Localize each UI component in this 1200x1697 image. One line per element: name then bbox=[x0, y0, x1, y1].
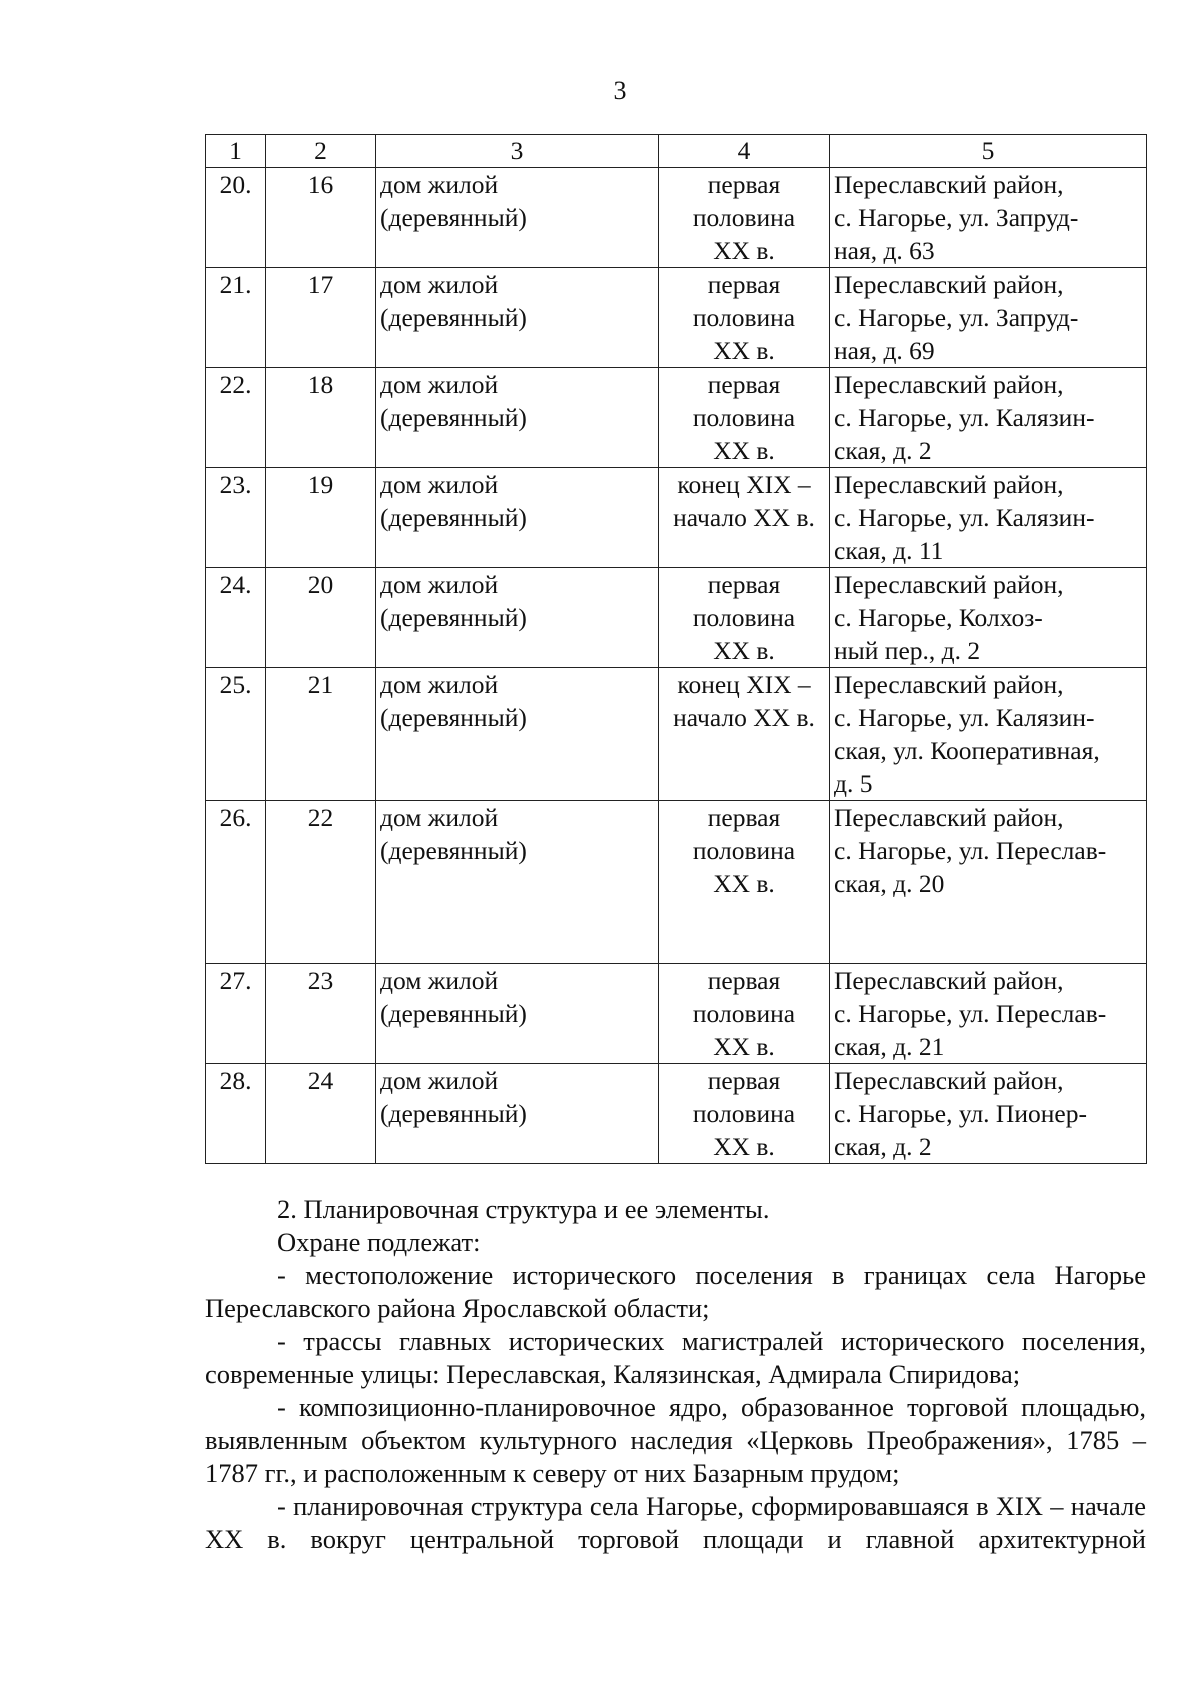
dating-line: первая bbox=[707, 370, 781, 399]
object-name-line: (деревянный) bbox=[380, 603, 527, 632]
address-line: ская, д. 11 bbox=[834, 536, 944, 565]
dating-line: XX в. bbox=[713, 1132, 775, 1161]
address-line: Переславский район, bbox=[834, 270, 1064, 299]
object-name-cell bbox=[376, 964, 659, 1064]
address-line: Переславский район, bbox=[834, 370, 1064, 399]
table-row bbox=[206, 801, 1147, 964]
address-line: ская, ул. Кооперативная, bbox=[834, 736, 1100, 765]
object-name-line: дом жилой bbox=[380, 470, 499, 499]
column-header: 5 bbox=[830, 135, 1147, 168]
object-name-line: дом жилой bbox=[380, 570, 499, 599]
protected-item-routes: - трассы главных исторических магистралей исторического поселения, современные улицы: Переславская, Калязинская, Адмирала Спиридова; bbox=[205, 1326, 1146, 1389]
registry-number-cell: 22 bbox=[266, 801, 376, 964]
dating-line: XX в. bbox=[713, 436, 775, 465]
object-name-cell bbox=[376, 268, 659, 368]
table-row bbox=[206, 568, 1147, 668]
object-name-cell bbox=[376, 568, 659, 668]
dating-cell bbox=[659, 168, 830, 268]
address-line: д. 5 bbox=[834, 769, 873, 798]
object-name-line: (деревянный) bbox=[380, 303, 527, 332]
table-row bbox=[206, 468, 1147, 568]
column-header: 3 bbox=[376, 135, 659, 168]
dating-line: первая bbox=[707, 270, 781, 299]
dating-line: начало XX в. bbox=[673, 703, 815, 732]
dating-line: XX в. bbox=[713, 636, 775, 665]
object-name-line: (деревянный) bbox=[380, 1099, 527, 1128]
address-line: с. Нагорье, ул. Запруд- bbox=[834, 203, 1079, 232]
table-row bbox=[206, 268, 1147, 368]
object-name-line: (деревянный) bbox=[380, 203, 527, 232]
address-line: ская, д. 21 bbox=[834, 1032, 945, 1061]
object-name-line: дом жилой bbox=[380, 370, 499, 399]
registry-number-cell: 21 bbox=[266, 668, 376, 801]
row-number-cell: 28. bbox=[206, 1064, 266, 1164]
page-number: 3 bbox=[613, 76, 627, 105]
dating-line: конец XIX – bbox=[677, 470, 811, 499]
address-line: Переславский район, bbox=[834, 1066, 1064, 1095]
column-header: 1 bbox=[206, 135, 266, 168]
registry-number-cell: 19 bbox=[266, 468, 376, 568]
registry-number-cell: 16 bbox=[266, 168, 376, 268]
address-line: с. Нагорье, ул. Калязин- bbox=[834, 503, 1095, 532]
address-line: с. Нагорье, ул. Запруд- bbox=[834, 303, 1079, 332]
address-cell bbox=[830, 368, 1147, 468]
registry-number-cell: 17 bbox=[266, 268, 376, 368]
table-header-row bbox=[206, 135, 1147, 168]
registry-number-cell: 20 bbox=[266, 568, 376, 668]
address-cell bbox=[830, 468, 1147, 568]
table-row bbox=[206, 1064, 1147, 1164]
table-row bbox=[206, 368, 1147, 468]
dating-line: начало XX в. bbox=[673, 503, 815, 532]
registry-number-cell: 23 bbox=[266, 964, 376, 1064]
address-line: с. Нагорье, ул. Пионер- bbox=[834, 1099, 1087, 1128]
dating-cell bbox=[659, 964, 830, 1064]
object-name-cell bbox=[376, 168, 659, 268]
dating-line: XX в. bbox=[713, 336, 775, 365]
address-line: Переславский район, bbox=[834, 470, 1064, 499]
object-name-line: дом жилой bbox=[380, 270, 499, 299]
table-row bbox=[206, 168, 1147, 268]
address-line: ская, д. 2 bbox=[834, 1132, 932, 1161]
dating-line: половина bbox=[692, 836, 796, 865]
dating-cell bbox=[659, 268, 830, 368]
dating-line: половина bbox=[692, 1099, 796, 1128]
object-name-line: (деревянный) bbox=[380, 999, 527, 1028]
address-line: Переславский район, bbox=[834, 803, 1064, 832]
row-number-cell: 25. bbox=[206, 668, 266, 801]
row-number-cell: 24. bbox=[206, 568, 266, 668]
object-name-cell bbox=[376, 668, 659, 801]
dating-line: конец XIX – bbox=[677, 670, 811, 699]
document-body-text bbox=[205, 1193, 1146, 1556]
address-line: ная, д. 69 bbox=[834, 336, 935, 365]
section-heading: 2. Планировочная структура и ее элементы. bbox=[277, 1194, 770, 1224]
protection-intro: Охране подлежат: bbox=[277, 1227, 481, 1257]
address-cell bbox=[830, 568, 1147, 668]
dating-line: XX в. bbox=[713, 236, 775, 265]
row-number-cell: 26. bbox=[206, 801, 266, 964]
dating-cell bbox=[659, 1064, 830, 1164]
column-header: 2 bbox=[266, 135, 376, 168]
dating-cell bbox=[659, 568, 830, 668]
dating-line: XX в. bbox=[713, 869, 775, 898]
address-line: с. Нагорье, ул. Калязин- bbox=[834, 703, 1095, 732]
dating-line: первая bbox=[707, 966, 781, 995]
dating-line: половина bbox=[692, 603, 796, 632]
dating-line: первая bbox=[707, 803, 781, 832]
address-cell bbox=[830, 268, 1147, 368]
object-name-line: (деревянный) bbox=[380, 836, 527, 865]
row-number-cell: 22. bbox=[206, 368, 266, 468]
protected-item-core: - композиционно-планировочное ядро, образованное торговой площадью, выявленным объектом культурного наследия «Церковь Преображения», 1785 – 1787 гг., и расположенным к северу от них Базарным прудом; bbox=[205, 1392, 1146, 1488]
address-line: ская, д. 20 bbox=[834, 869, 945, 898]
object-name-cell bbox=[376, 368, 659, 468]
address-line: с. Нагорье, ул. Калязин- bbox=[834, 403, 1095, 432]
address-line: с. Нагорье, ул. Переслав- bbox=[834, 999, 1107, 1028]
address-cell bbox=[830, 668, 1147, 801]
address-line: ная, д. 63 bbox=[834, 236, 935, 265]
dating-line: половина bbox=[692, 303, 796, 332]
dating-line: первая bbox=[707, 1066, 781, 1095]
row-number-cell: 20. bbox=[206, 168, 266, 268]
address-line: с. Нагорье, ул. Переслав- bbox=[834, 836, 1107, 865]
object-name-line: дом жилой bbox=[380, 803, 499, 832]
registry-number-cell: 24 bbox=[266, 1064, 376, 1164]
object-name-line: дом жилой bbox=[380, 966, 499, 995]
object-name-line: дом жилой bbox=[380, 1066, 499, 1095]
table-row bbox=[206, 668, 1147, 801]
address-cell bbox=[830, 964, 1147, 1064]
dating-line: половина bbox=[692, 999, 796, 1028]
registry-number-cell: 18 bbox=[266, 368, 376, 468]
address-cell bbox=[830, 168, 1147, 268]
dating-cell bbox=[659, 468, 830, 568]
object-name-line: (деревянный) bbox=[380, 403, 527, 432]
table-row bbox=[206, 964, 1147, 1064]
object-name-line: дом жилой bbox=[380, 670, 499, 699]
dating-line: половина bbox=[692, 403, 796, 432]
object-name-cell bbox=[376, 801, 659, 964]
address-line: Переславский район, bbox=[834, 966, 1064, 995]
protected-item-structure: - планировочная структура села Нагорье, сформировавшаяся в XIX – начале XX в. вокруг центральной торговой площади и главной архитектурной bbox=[205, 1491, 1146, 1554]
dating-line: XX в. bbox=[713, 1032, 775, 1061]
row-number-cell: 23. bbox=[206, 468, 266, 568]
object-name-line: дом жилой bbox=[380, 170, 499, 199]
dating-cell bbox=[659, 668, 830, 801]
address-line: ный пер., д. 2 bbox=[834, 636, 981, 665]
column-header: 4 bbox=[659, 135, 830, 168]
row-number-cell: 21. bbox=[206, 268, 266, 368]
dating-cell bbox=[659, 801, 830, 964]
object-name-cell bbox=[376, 468, 659, 568]
dating-line: первая bbox=[707, 170, 781, 199]
object-name-cell bbox=[376, 1064, 659, 1164]
address-cell bbox=[830, 1064, 1147, 1164]
protected-item-location: - местоположение исторического поселения в границах села Нагорье Переславского района Ярославской области; bbox=[205, 1260, 1146, 1323]
address-cell bbox=[830, 801, 1147, 964]
address-line: Переславский район, bbox=[834, 170, 1064, 199]
address-line: ская, д. 2 bbox=[834, 436, 932, 465]
table-body bbox=[206, 168, 1147, 1164]
address-line: с. Нагорье, Колхоз- bbox=[834, 603, 1043, 632]
address-line: Переславский район, bbox=[834, 670, 1064, 699]
object-name-line: (деревянный) bbox=[380, 703, 527, 732]
address-line: Переславский район, bbox=[834, 570, 1064, 599]
dating-line: первая bbox=[707, 570, 781, 599]
object-name-line: (деревянный) bbox=[380, 503, 527, 532]
dating-cell bbox=[659, 368, 830, 468]
heritage-objects-table bbox=[205, 134, 1147, 1164]
row-number-cell: 27. bbox=[206, 964, 266, 1064]
dating-line: половина bbox=[692, 203, 796, 232]
